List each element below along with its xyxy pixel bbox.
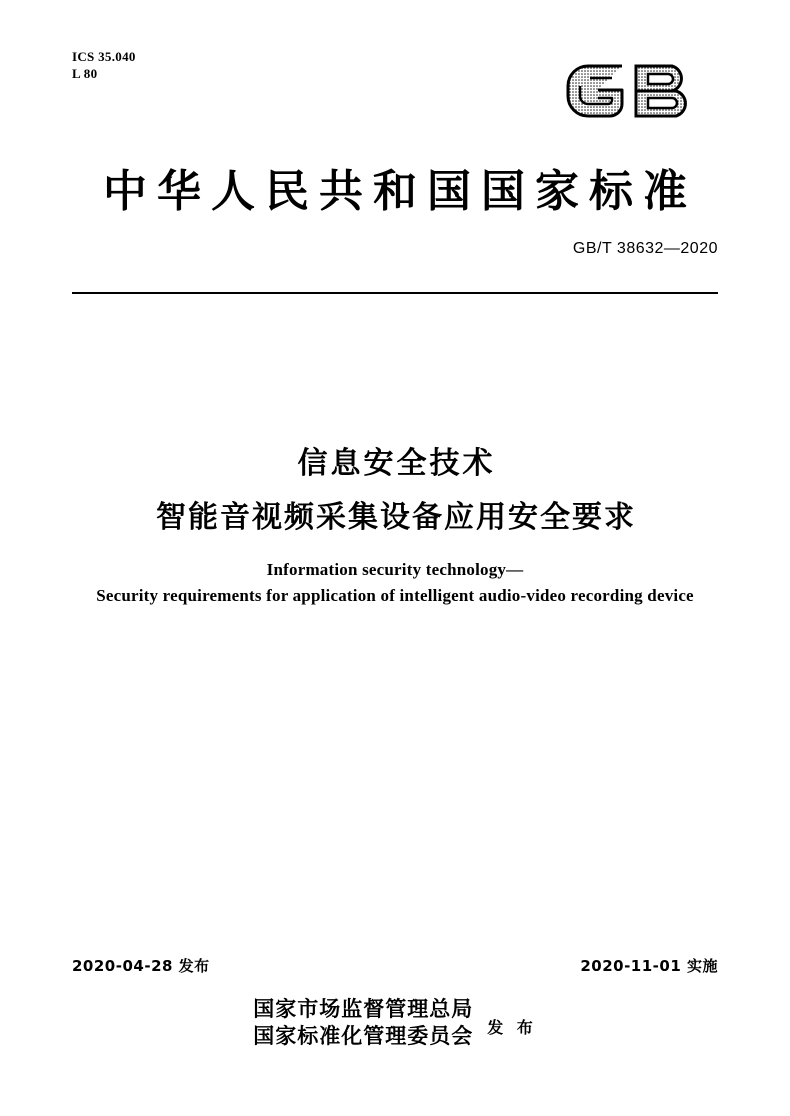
document-title-cn-line2: 智能音视频采集设备应用安全要求 <box>156 500 636 535</box>
document-title-en-line2: Security requirements for application of intelligent audio-video recording device <box>96 586 694 605</box>
issuer-names <box>253 996 473 1050</box>
publish-label: 发 布 <box>487 1017 537 1037</box>
document-title-cn-line1: 信息安全技术 <box>297 446 496 481</box>
ics-classification-block <box>72 48 136 82</box>
ics-code: ICS 35.040 <box>72 49 136 64</box>
document-title-en-line1: Information security technology— <box>266 560 524 579</box>
implementation-date: 2020-11-01 实施 <box>580 957 718 975</box>
gb-national-standard-emblem-icon <box>560 52 720 130</box>
standard-number: GB/T 38632—2020 <box>572 240 718 257</box>
national-standard-title: 中华人民共和国国家标准 <box>103 166 697 217</box>
classification-code: L 80 <box>72 66 98 81</box>
issuer-line2: 国家标准化管理委员会 <box>253 1024 474 1048</box>
header-divider <box>72 292 718 294</box>
issuer-line1: 国家市场监督管理总局 <box>253 997 474 1021</box>
issue-date: 2020-04-28 发布 <box>72 957 210 975</box>
issuer-block <box>0 996 790 1050</box>
